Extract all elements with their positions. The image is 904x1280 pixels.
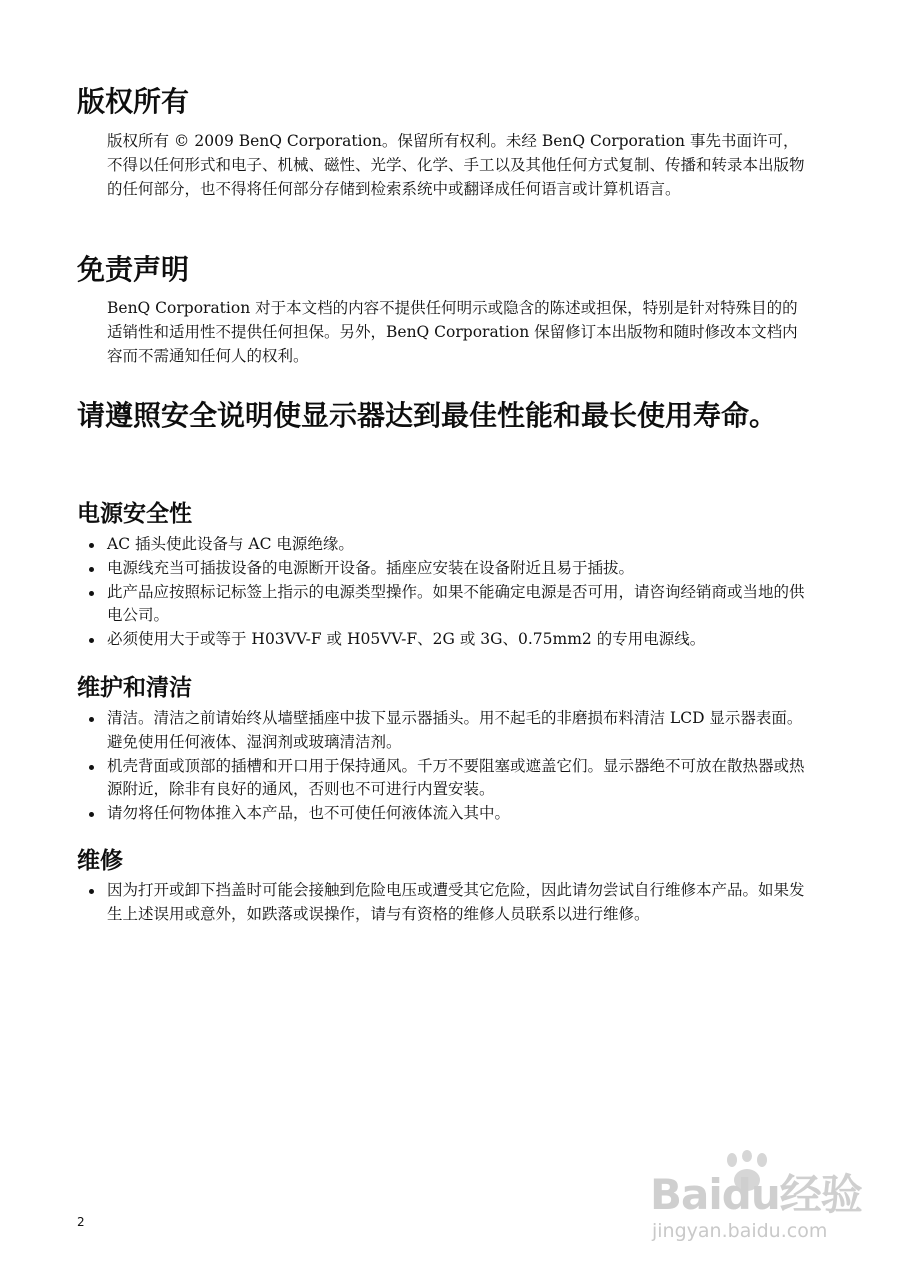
watermark-main-text: Baidu经验: [650, 1170, 862, 1219]
watermark-url: jingyan.baidu.com: [652, 1220, 828, 1242]
maintenance-list: [87, 707, 813, 826]
list-item: [87, 755, 813, 803]
list-item-text: 因为打开或卸下挡盖时可能会接触到危险电压或遭受其它危险，因此请勿尝试自行维修本产品。如果发生上述误用或意外，如跌落或误操作，请与有资格的维修人员联系以进行维修。: [107, 881, 805, 923]
service-heading: 维修: [77, 848, 123, 874]
bullet-icon: [89, 543, 94, 548]
copyright-paragraph: 版权所有 © 2009 BenQ Corporation。保留所有权利。未经 BenQ Corporation 事先书面许可，不得以任何形式和电子、机械、磁性、光学、化学、手工以及其他任何方式复制、传播和转录本出版物的任何部分，也不得将任何部分存储到检索系统中或翻译成任何语言或计算机语言。: [107, 132, 805, 198]
bullet-icon: [89, 591, 94, 596]
list-item-text: 此产品应按照标记标签上指示的电源类型操作。如果不能确定电源是否可用，请咨询经销商或当地的供电公司。: [107, 582, 805, 625]
list-item: [87, 557, 813, 581]
maintenance-heading: 维护和清洁: [77, 675, 192, 701]
list-item: [87, 802, 813, 826]
list-item-text: AC 插头使此设备与 AC 电源绝缘。: [107, 535, 354, 553]
bullet-icon: [89, 812, 94, 817]
list-item: [87, 581, 813, 629]
service-list: [87, 879, 813, 927]
list-item: [87, 707, 813, 755]
bullet-icon: [89, 567, 94, 572]
list-item: [87, 628, 813, 652]
baidu-watermark: [640, 1150, 880, 1260]
list-item: [87, 533, 813, 557]
list-item-text: 必须使用大于或等于 H03VV-F 或 H05VV-F、2G 或 3G、0.75mm2 的专用电源线。: [107, 630, 706, 649]
power-safety-heading: 电源安全性: [77, 501, 192, 527]
safety-heading: 请遵照安全说明使显示器达到最佳性能和最长使用寿命。: [77, 399, 778, 432]
bullet-icon: [89, 889, 94, 894]
bullet-icon: [89, 638, 94, 643]
copyright-heading: 版权所有: [77, 85, 190, 118]
page-number: 2: [77, 1215, 85, 1229]
list-item-text: 请勿将任何物体推入本产品，也不可使任何液体流入其中。: [107, 804, 511, 823]
list-item: [87, 879, 813, 927]
list-item-text: 电源线充当可插拔设备的电源断开设备。插座应安装在设备附近且易于插拔。: [107, 558, 635, 577]
disclaimer-paragraph: BenQ Corporation 对于本文档的内容不提供任何明示或隐含的陈述或担保，特别是针对特殊目的的适销性和适用性不提供任何担保。另外，BenQ Corporation 保留修订本出版物和随时修改本文档内容而不需通知任何人的权利。: [107, 299, 798, 365]
list-item-text: 机壳背面或顶部的插槽和开口用于保持通风。千万不要阻塞或遮盖它们。显示器绝不可放在散热器或热源附近，除非有良好的通风，否则也不可进行内置安装。: [107, 756, 805, 799]
bullet-icon: [89, 717, 94, 722]
disclaimer-heading: 免责声明: [77, 253, 190, 286]
bullet-icon: [89, 765, 94, 770]
list-item-text: 清洁。清洁之前请始终从墙壁插座中拔下显示器插头。用不起毛的非磨损布料清洁 LCD 显示器表面。避免使用任何液体、湿润剂或玻璃清洁剂。: [107, 709, 803, 751]
power-safety-list: [87, 533, 813, 652]
